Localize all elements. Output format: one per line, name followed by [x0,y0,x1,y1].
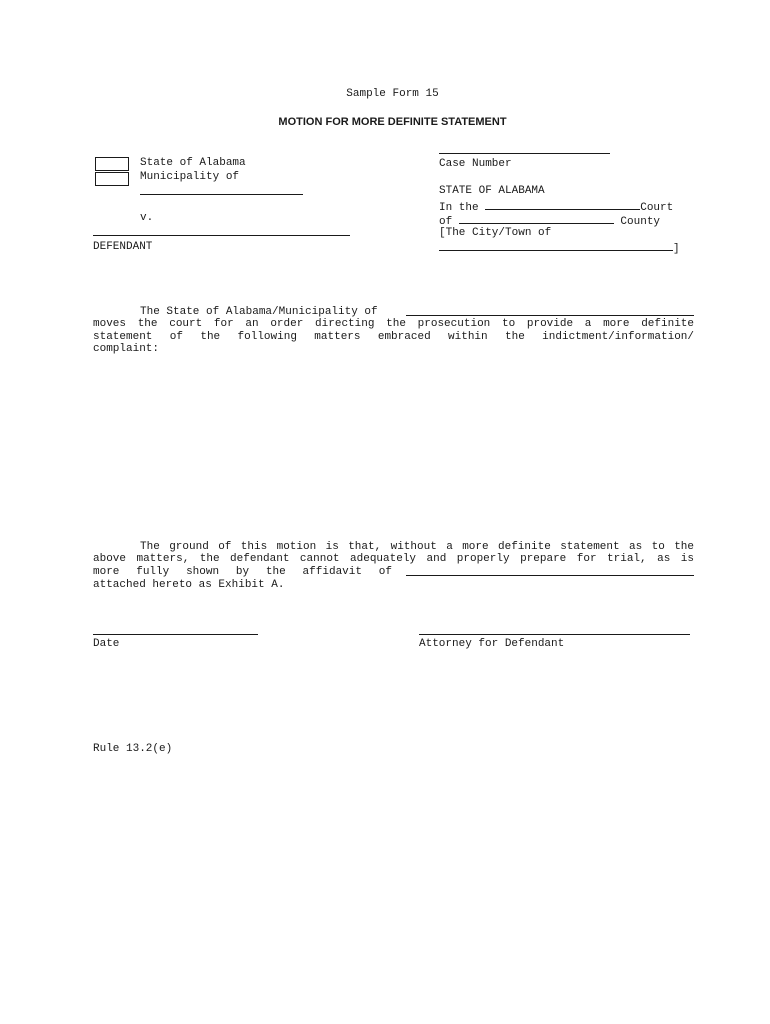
date-label: Date [93,638,120,650]
state-checkbox[interactable] [95,157,129,171]
state-option-label: State of Alabama [140,157,246,169]
para1-lead: The State of Alabama/Municipality of [140,306,378,318]
para1-line-4: complaint: [93,343,160,355]
county-prefix: of [439,216,453,228]
case-number-line[interactable] [439,153,610,154]
court-suffix: Court [640,202,674,214]
para2-line-3-lead: more fully shown by the affidavit of [93,566,392,578]
para2-line-2: above matters, the defendant cannot adequately and properly prepare for trial, as is [93,553,694,565]
rule-reference: Rule 13.2(e) [93,743,173,755]
court-name-line[interactable] [485,199,640,210]
city-town-name-line[interactable] [439,240,673,251]
city-town-row [439,240,680,256]
municipality-option-label: Municipality of [140,171,240,183]
defendant-label: DEFENDANT [93,241,153,253]
para1-line-3: statement of the following matters embraced within the indictment/information/ [93,331,694,343]
city-town-label: [The City/Town of [439,227,552,239]
close-bracket: ] [673,243,680,255]
attorney-label: Attorney for Defendant [419,638,565,650]
document-title: MOTION FOR MORE DEFINITE STATEMENT [278,116,507,128]
date-line[interactable] [93,634,258,635]
municipality-name-line[interactable] [140,194,303,195]
versus-label: v. [140,212,154,224]
form-number: Sample Form 15 [346,88,439,100]
municipality-checkbox[interactable] [95,172,129,186]
court-prefix: In the [439,202,479,214]
para2-line-1: The ground of this motion is that, without a more definite statement as to the [140,541,694,553]
municipality-name-line-2[interactable] [406,315,694,316]
case-number-label: Case Number [439,158,512,170]
county-suffix: County [620,216,661,228]
para1-line-2: moves the court for an order directing the prosecution to provide a more definite [93,318,694,330]
county-name-line[interactable] [459,213,614,224]
affiant-name-line[interactable] [406,575,694,576]
para2-line-4: attached hereto as Exhibit A. [93,579,285,591]
defendant-name-line[interactable] [93,235,350,236]
attorney-signature-line[interactable] [419,634,690,635]
state-heading: STATE OF ALABAMA [439,185,545,197]
